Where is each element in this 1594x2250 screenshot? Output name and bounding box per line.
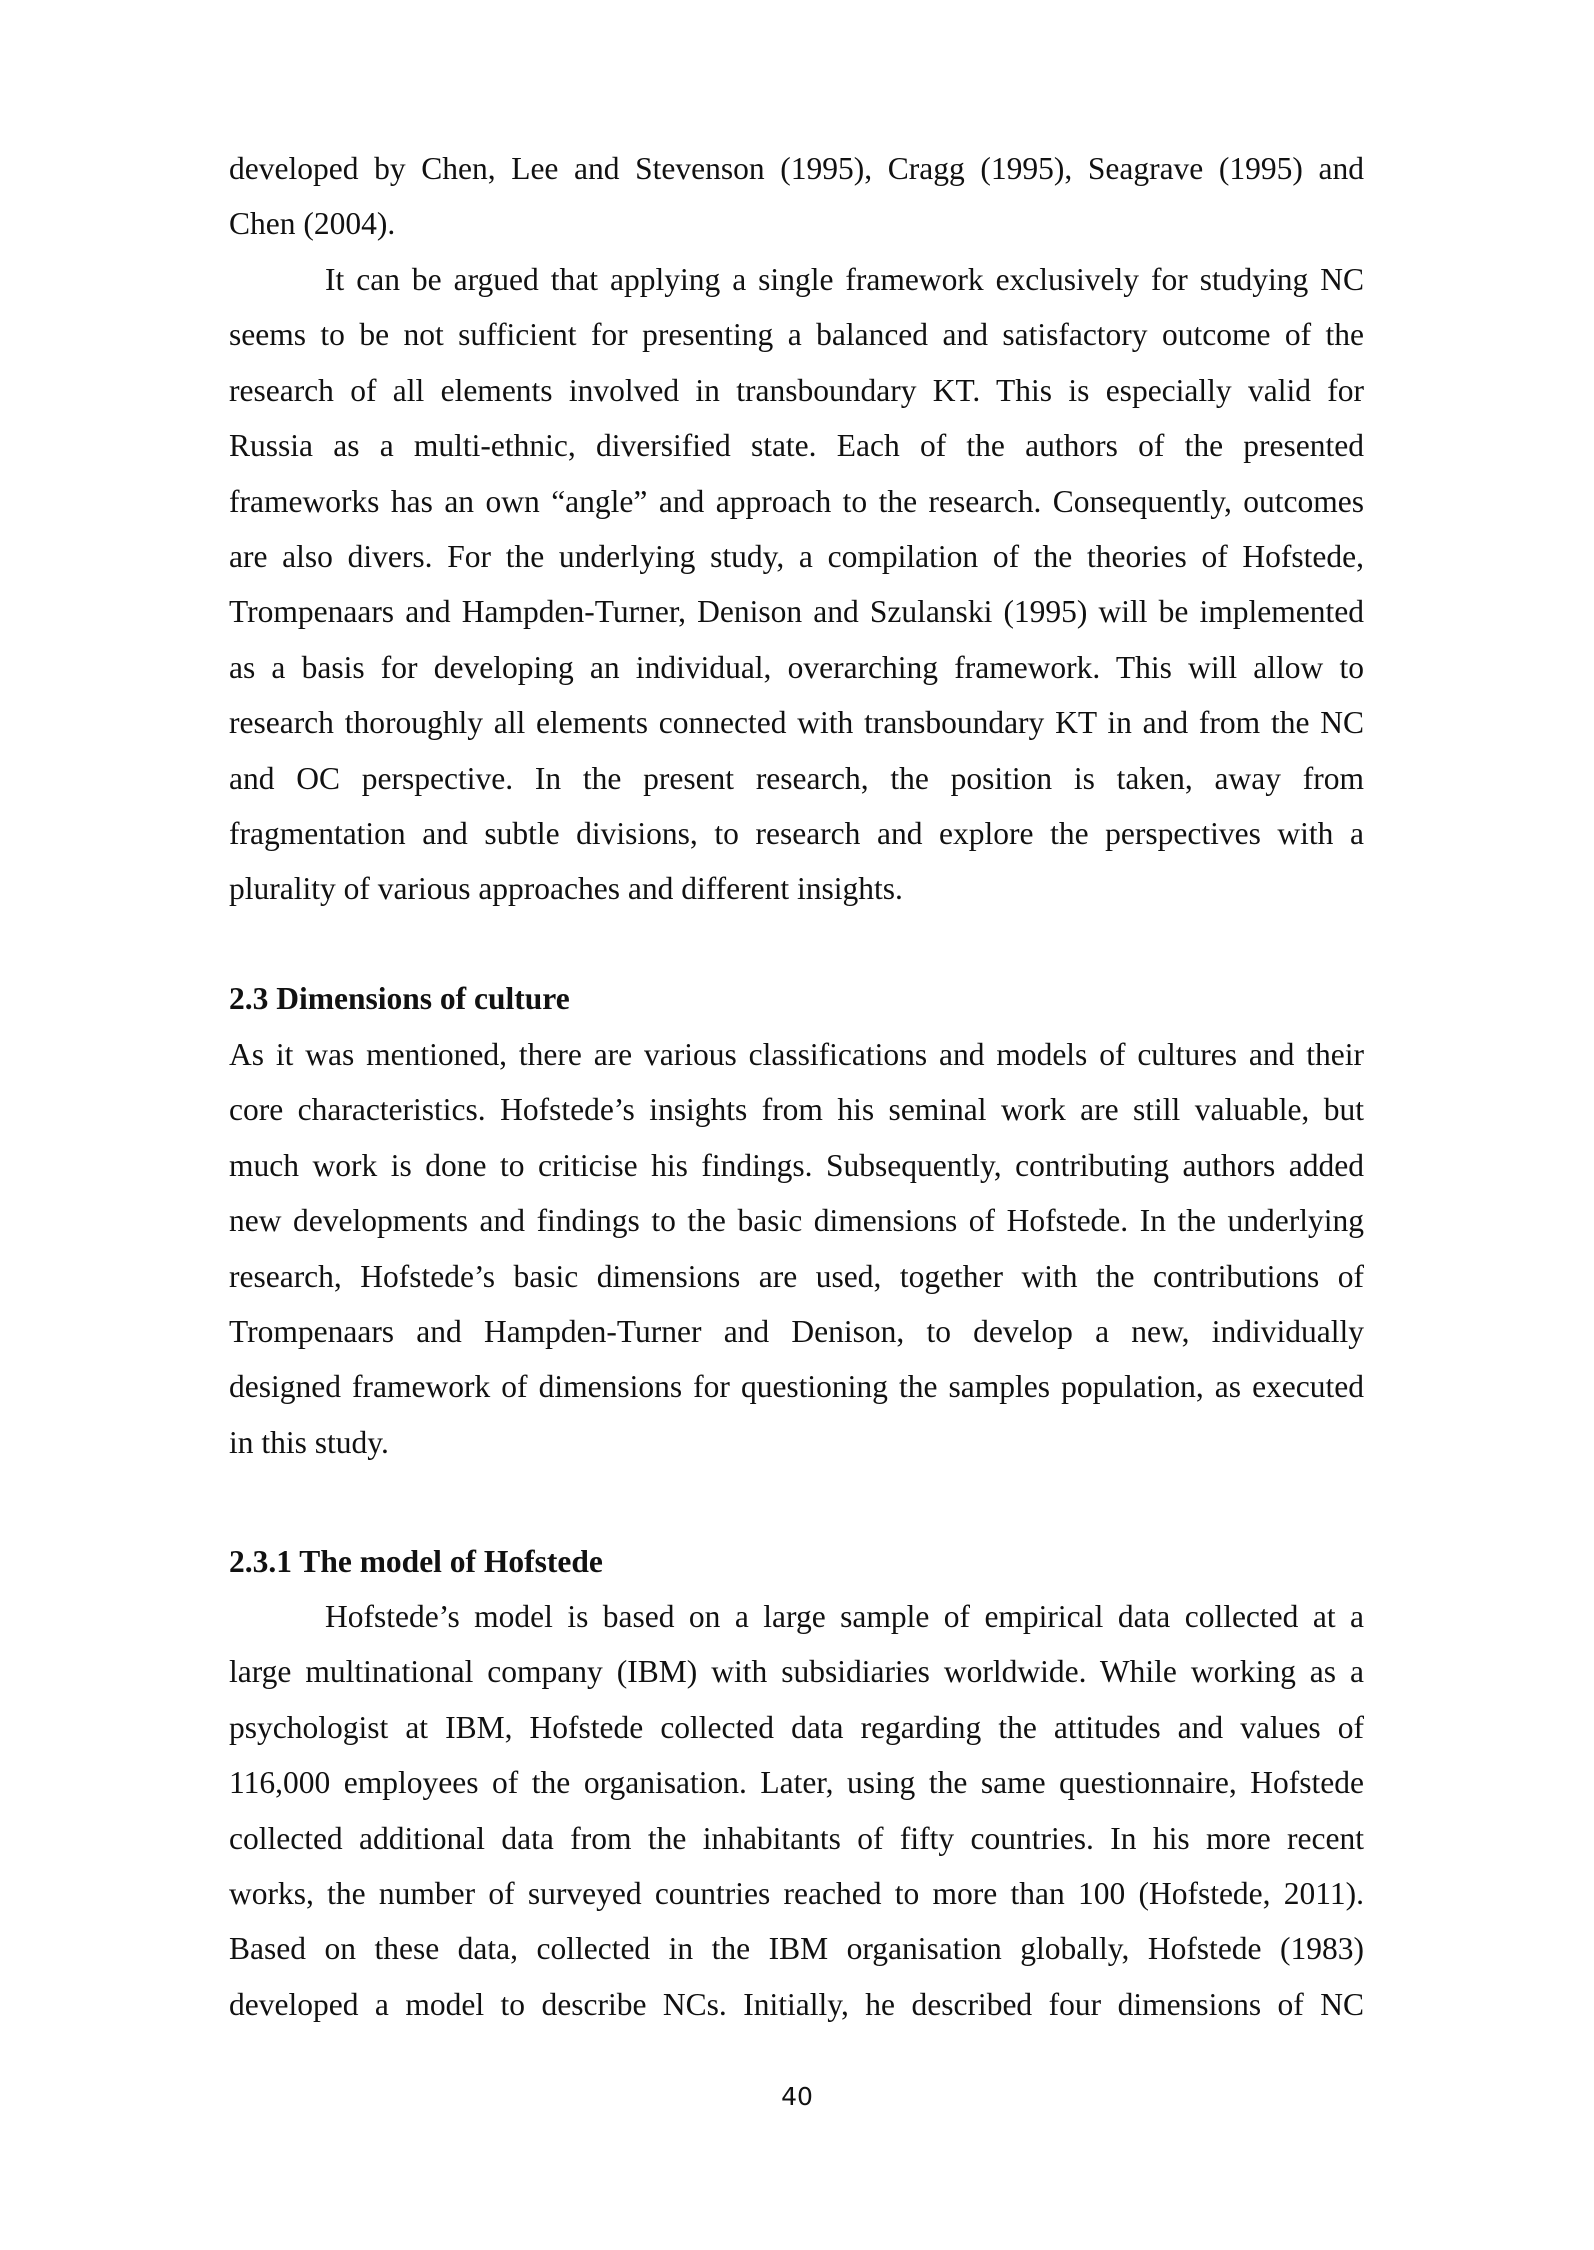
text-line: new developments and findings to the basic dimensions of Hofstede. In the underlying — [229, 1203, 1364, 1239]
text-line: Based on these data, collected in the IBM organisation globally, Hofstede (1983) — [229, 1931, 1364, 1967]
text-line: and OC perspective. In the present research, the position is taken, away from — [229, 760, 1364, 796]
text-line: designed framework of dimensions for questioning the samples population, as executed — [229, 1369, 1364, 1405]
text-line: frameworks has an own “angle” and approach to the research. Consequently, outcomes — [229, 483, 1364, 519]
text-line: Trompenaars and Hampden-Turner and Denison, to develop a new, individually — [229, 1313, 1364, 1349]
text-line: research thoroughly all elements connected with transboundary KT in and from the NC — [229, 705, 1364, 741]
text-line: Hofstede’s model is based on a large sample of empirical data collected at a — [325, 1599, 1364, 1634]
text-line: Trompenaars and Hampden-Turner, Denison and Szulanski (1995) will be implemented — [229, 594, 1364, 630]
text-line: much work is done to criticise his findings. Subsequently, contributing authors added — [229, 1147, 1364, 1183]
text-line: psychologist at IBM, Hofstede collected data regarding the attitudes and values of — [229, 1709, 1364, 1745]
section-heading-2-3-1: 2.3.1 The model of Hofstede — [229, 1544, 603, 1579]
text-line: collected additional data from the inhabitants of fifty countries. In his more recent — [229, 1820, 1364, 1856]
text-line: large multinational company (IBM) with subsidiaries worldwide. While working as a — [229, 1654, 1364, 1690]
text-line: 116,000 employees of the organisation. Later, using the same questionnaire, Hofstede — [229, 1765, 1364, 1801]
text-line: Russia as a multi-ethnic, diversified state. Each of the authors of the presented — [229, 428, 1364, 464]
text-line: in this study. — [229, 1424, 389, 1460]
page-number: 40 — [781, 2082, 813, 2111]
text-line: plurality of various approaches and different insights. — [229, 871, 903, 907]
paragraph-dimensions-of-culture — [229, 1027, 1364, 1470]
section-heading-2-3: 2.3 Dimensions of culture — [229, 981, 570, 1016]
text-line: works, the number of surveyed countries reached to more than 100 (Hofstede, 2011). — [229, 1875, 1364, 1911]
text-line: as a basis for developing an individual, overarching framework. This will allow to — [229, 649, 1364, 685]
text-line: It can be argued that applying a single framework exclusively for studying NC — [325, 262, 1364, 297]
text-line: As it was mentioned, there are various classifications and models of cultures and their — [229, 1037, 1364, 1072]
text-line: core characteristics. Hofstede’s insights from his seminal work are still valuable, but — [229, 1092, 1364, 1128]
paragraph-frameworks — [229, 252, 1364, 917]
text-line: developed a model to describe NCs. Initially, he described four dimensions of NC — [229, 1986, 1364, 2022]
text-line: are also divers. For the underlying study, a compilation of the theories of Hofstede, — [229, 538, 1364, 574]
text-line: research of all elements involved in transboundary KT. This is especially valid for — [229, 372, 1364, 408]
text-line: seems to be not sufficient for presenting a balanced and satisfactory outcome of the — [229, 317, 1364, 353]
text-line: research, Hofstede’s basic dimensions are used, together with the contributions of — [229, 1258, 1364, 1294]
text-line: developed by Chen, Lee and Stevenson (1995), Cragg (1995), Seagrave (1995) and — [229, 151, 1364, 186]
text-line: fragmentation and subtle divisions, to research and explore the perspectives with a — [229, 815, 1364, 851]
paragraph-hofstede-model — [229, 1589, 1364, 2032]
paragraph-continuation — [229, 141, 1364, 252]
text-line: Chen (2004). — [229, 206, 396, 242]
